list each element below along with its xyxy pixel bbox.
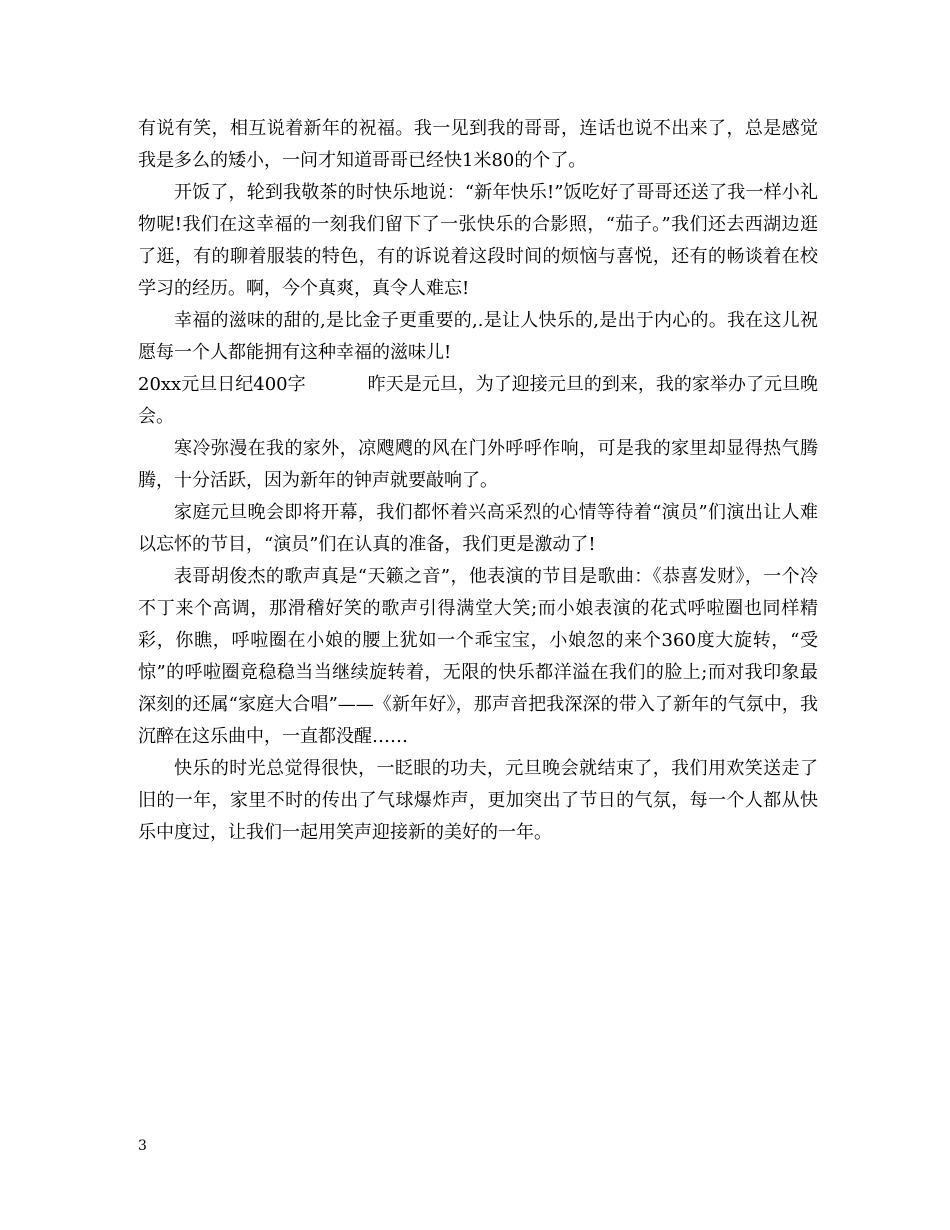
paragraph-7: 快乐的时光总觉得很快，一眨眼的功夫，元旦晚会就结束了，我们用欢笑送走了旧的一年，家里不时的传出了气球爆炸声，更加突出了节日的气氛，每一个人都从快乐中度过，让我们一起用笑声迎接新的美好的一年。 — [138, 758, 818, 843]
section-intro: 昨天是元旦，为了迎接元旦的到来，我的家举办了元旦晚会。 — [138, 374, 818, 427]
paragraph-6: 表哥胡俊杰的歌声真是“天籁之音”，他表演的节目是歌曲：《恭喜发财》，一个冷不丁来个高调，那滑稽好笑的歌声引得满堂大笑;而小娘表演的花式呼啦圈也同样精彩，你瞧，呼啦圈在小娘的腰上犹如一个乖宝宝，小娘忽的来个360度大旋转，“受惊”的呼啦圈竟稳稳当当继续旋转着，无限的快乐都洋溢在我们的脸上;而对我印象最深刻的还属“家庭大合唱”——《新年好》，那声音把我深深的带入了新年的气氛中，我沉醉在这乐曲中，一直都没醒…… — [138, 566, 818, 747]
document-body — [138, 113, 818, 849]
paragraph-1: 有说有笑，相互说着新年的祝福。我一见到我的哥哥，连话也说不出来了，总是感觉我是多么的矮小，一问才知道哥哥已经快1米80的个了。 — [138, 118, 818, 171]
section-heading-paragraph — [138, 369, 818, 433]
paragraph-2: 开饭了，轮到我敬茶的时快乐地说：“新年快乐!”饭吃好了哥哥还送了我一样小礼物呢!我们在这幸福的一刻我们留下了一张快乐的合影照，“茄子。”我们还去西湖边逛了逛，有的聊着服装的特色，有的诉说着这段时间的烦恼与喜悦，还有的畅谈着在校学习的经历。啊，今个真爽，真令人难忘! — [138, 182, 818, 299]
paragraph-4: 寒冷弥漫在我的家外，凉飕飕的风在门外呼呼作响，可是我的家里却显得热气腾腾，十分活跃，因为新年的钟声就要敲响了。 — [138, 438, 818, 491]
section-title: 20xx元旦日纪400字 — [138, 374, 306, 395]
paragraph-3: 幸福的滋味的甜的,是比金子更重要的,.是让人快乐的,是出于内心的。我在这儿祝愿每一个人都能拥有这种幸福的滋味儿! — [138, 310, 818, 363]
page-number: 3 — [138, 1138, 147, 1154]
paragraph-5: 家庭元旦晚会即将开幕，我们都怀着兴高采烈的心情等待着“演员”们演出让人难以忘怀的节目，“演员”们在认真的准备，我们更是激动了! — [138, 502, 818, 555]
